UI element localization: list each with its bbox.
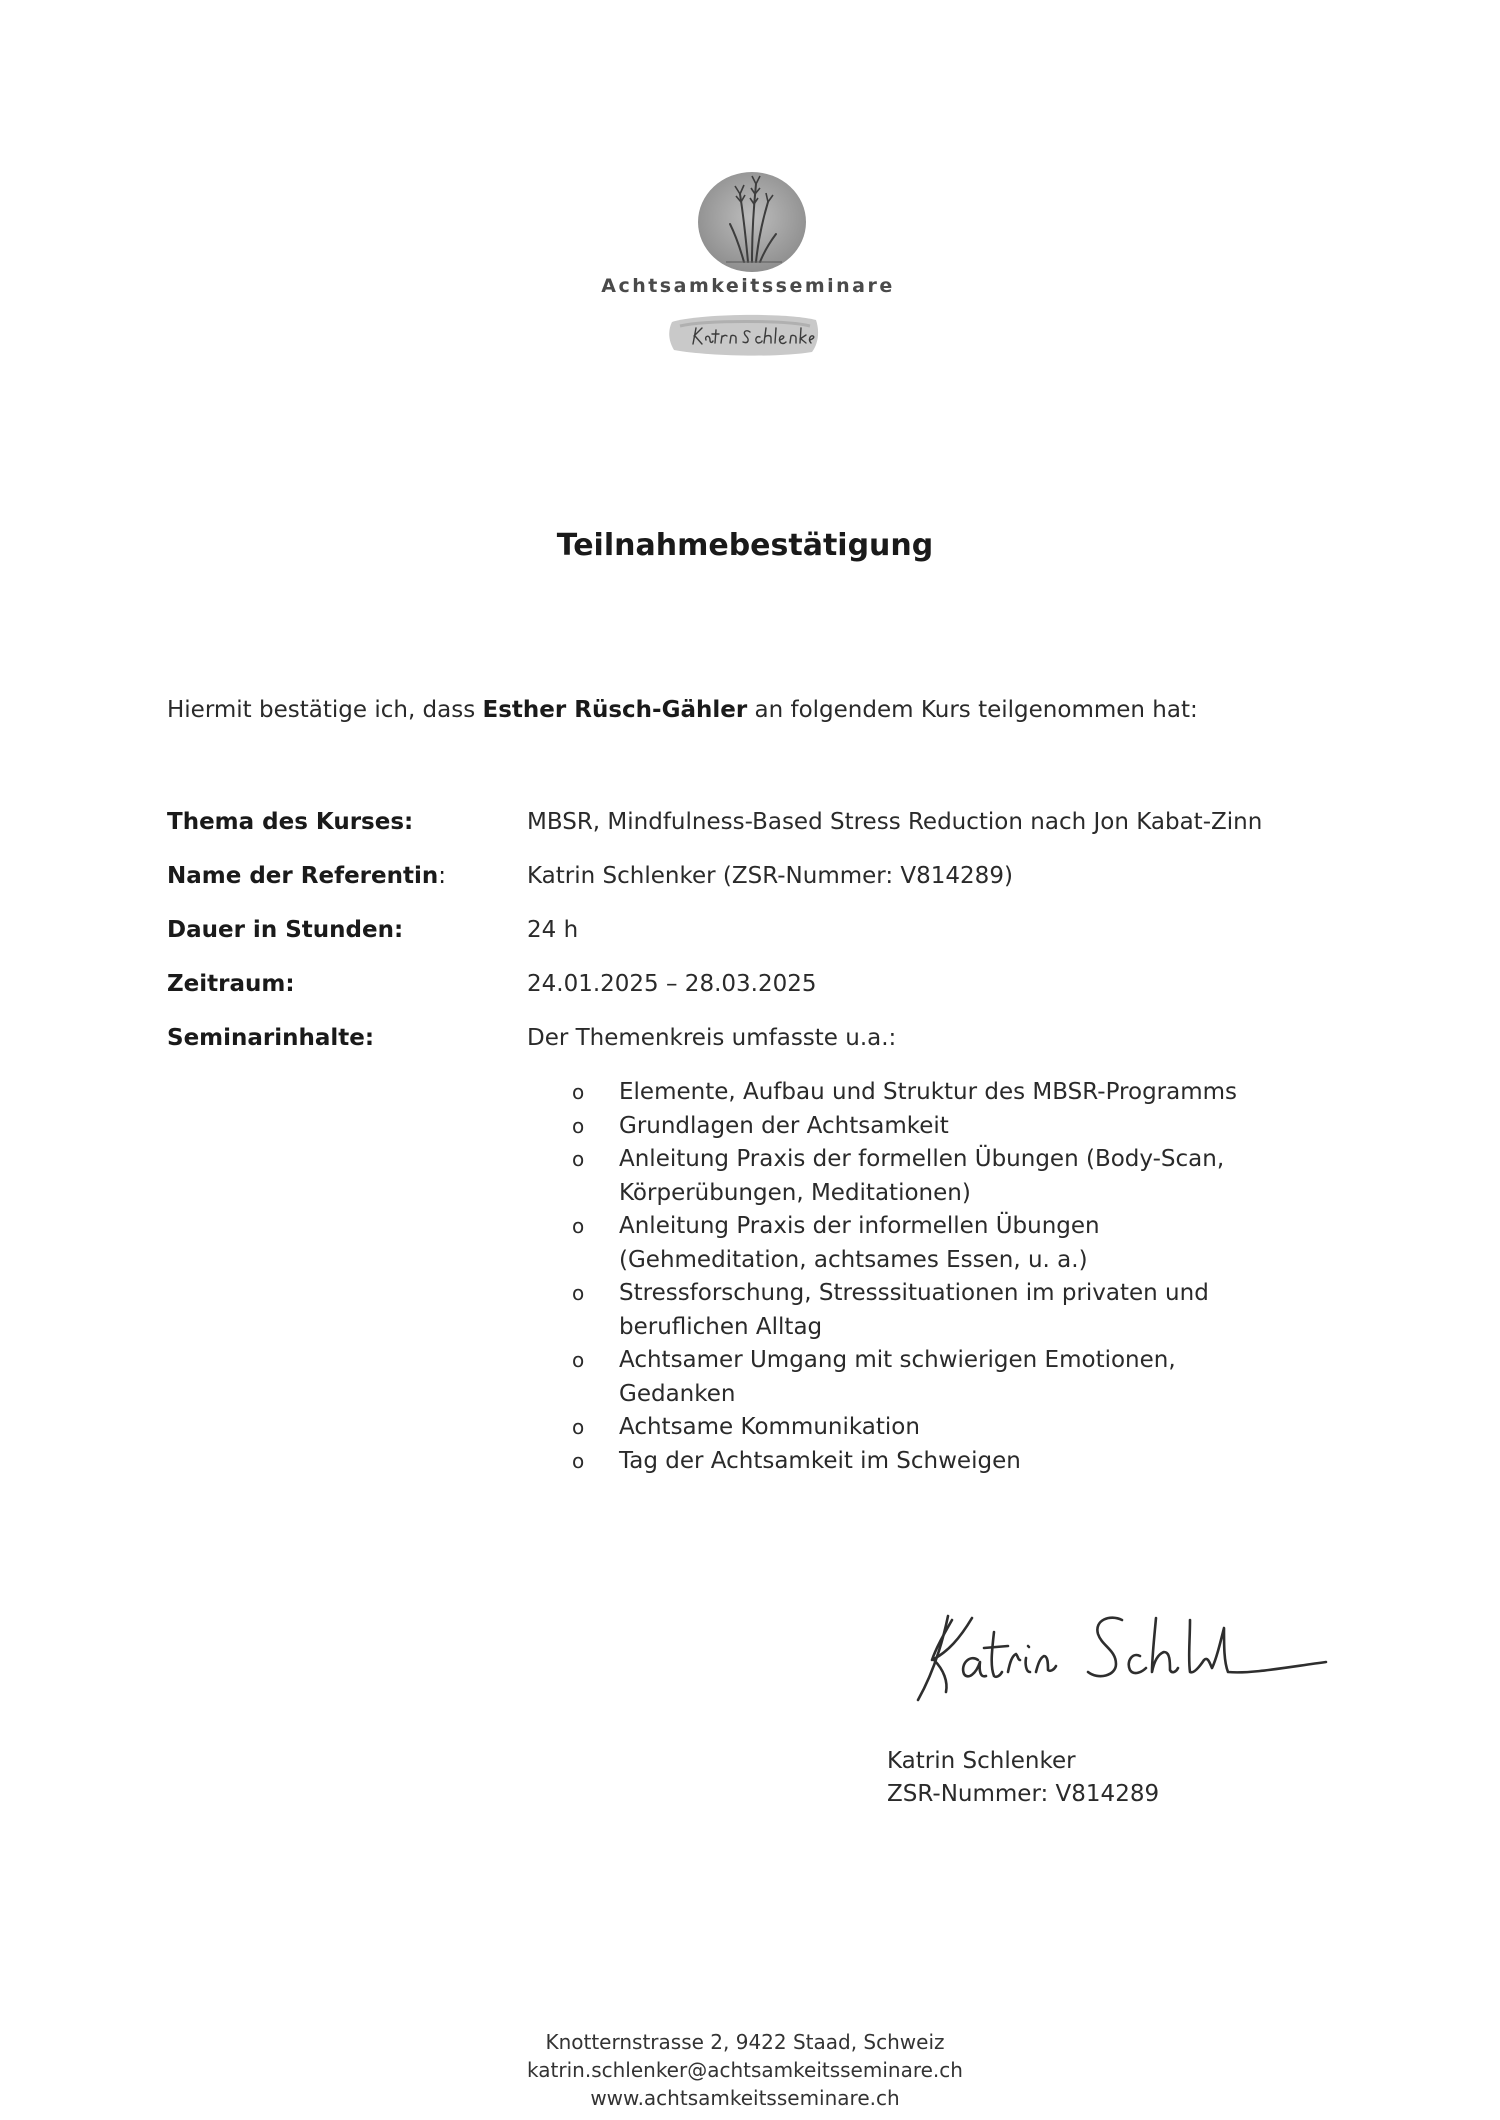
list-item: o Anleitung Praxis der informellen Übungen (Gehmeditation, achtsames Essen, u. a.): [572, 1210, 1292, 1277]
detail-value: MBSR, Mindfulness-Based Stress Reduction nach Jon Kabat-Zinn: [527, 809, 1263, 835]
list-item: o Elemente, Aufbau und Struktur des MBSR-Programms: [572, 1076, 1292, 1110]
handwritten-signature: [890, 1590, 1340, 1720]
detail-label: Seminarinhalte:: [167, 1025, 375, 1051]
detail-value: 24 h: [527, 917, 579, 943]
detail-label: Dauer in Stunden:: [167, 917, 404, 943]
detail-label: Name der Referentin:: [167, 863, 446, 889]
signer-block: [887, 1745, 1159, 1811]
signer-zsr: ZSR-Nummer: V814289: [887, 1781, 1160, 1807]
bullet-circle-icon: o: [572, 1214, 585, 1238]
bullet-circle-icon: o: [572, 1415, 585, 1439]
bullet-circle-icon: o: [572, 1281, 585, 1305]
list-item: o Grundlagen der Achtsamkeit: [572, 1110, 1292, 1144]
document-title: Teilnahmebestätigung: [556, 528, 934, 563]
seminar-contents-list: [572, 1076, 1292, 1478]
list-item: o Achtsame Kommunikation: [572, 1411, 1292, 1445]
detail-label: Thema des Kurses:: [167, 809, 414, 835]
footer-contact: [0, 2028, 1490, 2112]
list-item: o Stressforschung, Stresssituationen im privaten und beruflichen Alltag: [572, 1277, 1292, 1344]
list-item: o Tag der Achtsamkeit im Schweigen: [572, 1445, 1292, 1479]
grass-logo-icon: [696, 170, 808, 274]
intro-after: an folgendem Kurs teilgenommen hat:: [747, 697, 1198, 723]
logo-name: Achtsamkeitsseminare: [601, 275, 895, 297]
footer-email: katrin.schlenker@achtsamkeitsseminare.ch: [527, 2058, 963, 2082]
logo: [598, 165, 898, 365]
list-item: o Achtsamer Umgang mit schwierigen Emotionen, Gedanken: [572, 1344, 1292, 1411]
logo-subtitle-badge: [666, 310, 821, 358]
intro-before: Hiermit bestätige ich, dass: [167, 697, 483, 723]
detail-value: Der Themenkreis umfasste u.a.:: [527, 1025, 897, 1051]
participant-name: Esther Rüsch-Gähler: [482, 697, 748, 723]
detail-value: 24.01.2025 – 28.03.2025: [527, 971, 817, 997]
footer-address: Knotternstrasse 2, 9422 Staad, Schweiz: [545, 2030, 945, 2054]
list-item: o Anleitung Praxis der formellen Übungen (Body-Scan, Körperübungen, Meditationen): [572, 1143, 1292, 1210]
bullet-circle-icon: o: [572, 1147, 585, 1171]
detail-value: Katrin Schlenker (ZSR-Nummer: V814289): [527, 863, 1013, 889]
confirmation-sentence: [167, 697, 1367, 723]
signer-name: Katrin Schlenker: [887, 1748, 1076, 1774]
bullet-circle-icon: o: [572, 1448, 585, 1473]
bullet-circle-icon: o: [572, 1080, 585, 1104]
bullet-circle-icon: o: [572, 1113, 585, 1138]
footer-website: www.achtsamkeitsseminare.ch: [590, 2086, 900, 2110]
detail-label: Zeitraum:: [167, 971, 295, 997]
bullet-circle-icon: o: [572, 1348, 585, 1372]
